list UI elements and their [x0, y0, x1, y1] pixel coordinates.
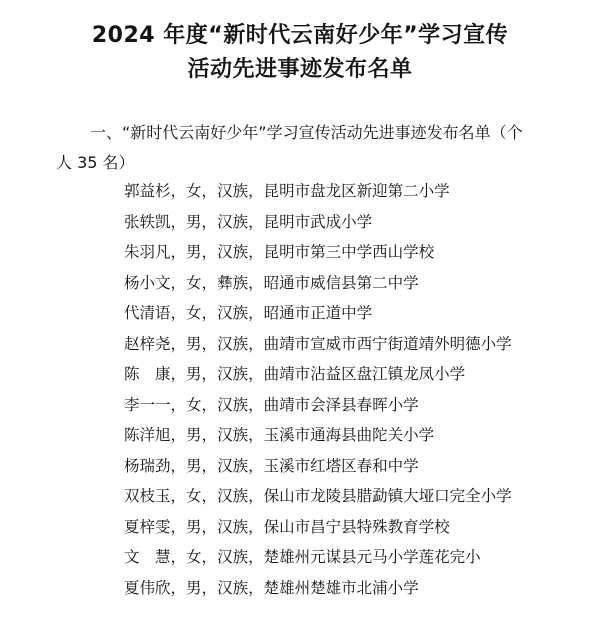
honoree-row	[124, 512, 594, 543]
comma-separator: ，	[170, 426, 187, 444]
honoree-row	[124, 237, 594, 268]
comma-separator: ，	[170, 304, 187, 322]
comma-separator: ，	[248, 517, 264, 536]
section-heading-line1: 一、“新时代云南好少年”学习宣传活动先进事迹发布名单（个	[90, 123, 523, 142]
honoree-ethnicity: 汉族	[217, 426, 249, 444]
comma-separator: ，	[201, 517, 218, 536]
comma-separator: ，	[201, 456, 218, 475]
comma-separator: ，	[201, 304, 218, 322]
comma-separator: ，	[248, 487, 264, 505]
honoree-name: 李一一	[124, 395, 171, 414]
comma-separator: ，	[248, 182, 264, 200]
comma-separator: ，	[201, 243, 218, 261]
honoree-gender: 男	[186, 243, 202, 261]
comma-separator: ，	[170, 212, 187, 231]
comma-separator: ，	[248, 365, 264, 383]
comma-separator: ，	[201, 365, 218, 383]
honoree-row	[124, 207, 594, 238]
honoree-ethnicity: 汉族	[217, 487, 249, 505]
honoree-name: 张轶凯	[124, 212, 171, 231]
comma-separator: ，	[170, 456, 187, 475]
honoree-school: 昆明市盘龙区新迎第二小学	[263, 182, 450, 200]
comma-separator: ，	[170, 517, 187, 536]
honoree-gender: 男	[186, 212, 202, 231]
honoree-gender: 男	[186, 334, 202, 353]
honoree-gender: 女	[186, 304, 202, 322]
comma-separator: ，	[201, 273, 218, 292]
honoree-gender: 女	[186, 548, 202, 566]
honoree-school: 楚雄州楚雄市北浦小学	[263, 578, 419, 597]
honoree-school: 曲靖市沾益区盘江镇龙凤小学	[263, 365, 466, 383]
honoree-name: 郭益杉	[124, 182, 171, 200]
honoree-ethnicity: 汉族	[217, 548, 249, 566]
honoree-row	[124, 573, 594, 604]
honoree-gender: 男	[186, 426, 202, 444]
honoree-row	[124, 329, 594, 360]
comma-separator: ，	[248, 426, 264, 444]
comma-separator: ，	[201, 548, 218, 566]
comma-separator: ，	[248, 304, 264, 322]
honoree-row	[124, 390, 594, 421]
honoree-school: 楚雄州元谋县元马小学莲花完小	[263, 548, 481, 566]
comma-separator: ，	[170, 365, 187, 383]
honoree-school: 玉溪市红塔区春和中学	[263, 456, 419, 475]
comma-separator: ，	[201, 212, 218, 231]
comma-separator: ，	[201, 182, 218, 200]
comma-separator: ，	[248, 395, 264, 414]
comma-separator: ，	[248, 212, 264, 231]
comma-separator: ，	[170, 273, 187, 292]
honoree-name: 朱羽凡	[124, 243, 171, 261]
honoree-ethnicity: 汉族	[217, 517, 249, 536]
comma-separator: ，	[248, 334, 264, 353]
honoree-ethnicity: 汉族	[217, 212, 249, 231]
honoree-list	[124, 176, 594, 603]
honoree-school: 玉溪市通海县曲陀关小学	[263, 426, 435, 444]
honoree-row	[124, 481, 594, 512]
honoree-name: 陈 康	[124, 365, 171, 383]
honoree-ethnicity: 汉族	[217, 243, 249, 261]
comma-separator: ，	[170, 182, 187, 200]
honoree-ethnicity: 汉族	[217, 578, 249, 597]
honoree-row	[124, 298, 594, 329]
comma-separator: ，	[201, 334, 218, 353]
comma-separator: ，	[248, 548, 264, 566]
comma-separator: ，	[248, 243, 264, 261]
comma-separator: ，	[201, 578, 218, 597]
honoree-row	[124, 420, 594, 451]
honoree-row	[124, 359, 594, 390]
honoree-ethnicity: 汉族	[217, 365, 249, 383]
honoree-name: 赵梓尧	[124, 334, 171, 353]
comma-separator: ，	[248, 456, 264, 475]
comma-separator: ，	[170, 395, 187, 414]
document-title-line2: 活动先进事迹发布名单	[187, 57, 413, 82]
comma-separator: ，	[170, 334, 187, 353]
honoree-gender: 女	[186, 182, 202, 200]
honoree-gender: 男	[186, 365, 202, 383]
honoree-ethnicity: 汉族	[217, 334, 249, 353]
honoree-row	[124, 542, 594, 573]
honoree-name: 夏伟欣	[124, 578, 171, 597]
honoree-row	[124, 451, 594, 482]
comma-separator: ，	[201, 426, 218, 444]
comma-separator: ，	[170, 487, 187, 505]
honoree-ethnicity: 汉族	[217, 456, 249, 475]
honoree-school: 昆明市武成小学	[263, 212, 373, 231]
comma-separator: ，	[170, 578, 187, 597]
honoree-gender: 女	[186, 395, 202, 414]
comma-separator: ，	[201, 395, 218, 414]
section-heading-line2: 人 35 名）	[56, 153, 135, 172]
document-title-line1: 2024 年度“新时代云南好少年”学习宣传	[91, 23, 509, 48]
honoree-row	[124, 176, 594, 207]
honoree-row	[124, 268, 594, 299]
honoree-ethnicity: 汉族	[217, 395, 249, 414]
honoree-school: 曲靖市会泽县春晖小学	[263, 395, 419, 414]
honoree-name: 双枝玉	[124, 487, 171, 505]
honoree-gender: 男	[186, 456, 202, 475]
honoree-ethnicity: 彝族	[217, 273, 249, 292]
comma-separator: ，	[170, 243, 187, 261]
honoree-school: 保山市龙陵县腊勐镇大垭口完全小学	[263, 487, 512, 505]
comma-separator: ，	[248, 273, 264, 292]
comma-separator: ，	[170, 548, 187, 566]
honoree-gender: 男	[186, 578, 202, 597]
honoree-school: 曲靖市宣威市西宁街道靖外明德小学	[263, 334, 512, 353]
honoree-ethnicity: 汉族	[217, 304, 249, 322]
honoree-name: 杨小文	[124, 273, 171, 292]
comma-separator: ，	[201, 487, 218, 505]
honoree-school: 昆明市第三中学西山学校	[263, 243, 435, 261]
honoree-gender: 男	[186, 517, 202, 536]
honoree-name: 夏梓雯	[124, 517, 171, 536]
honoree-name: 文 慧	[124, 548, 171, 566]
comma-separator: ，	[248, 578, 264, 597]
section-heading	[56, 118, 542, 178]
honoree-name: 陈洋旭	[124, 426, 171, 444]
honoree-school: 昭通市威信县第二中学	[263, 273, 419, 292]
honoree-gender: 女	[186, 273, 202, 292]
honoree-school: 保山市昌宁县特殊教育学校	[263, 517, 450, 536]
honoree-name: 杨瑞劲	[124, 456, 171, 475]
honoree-name: 代清语	[124, 304, 171, 322]
honoree-gender: 女	[186, 487, 202, 505]
honoree-ethnicity: 汉族	[217, 182, 249, 200]
honoree-school: 昭通市正道中学	[263, 304, 373, 322]
